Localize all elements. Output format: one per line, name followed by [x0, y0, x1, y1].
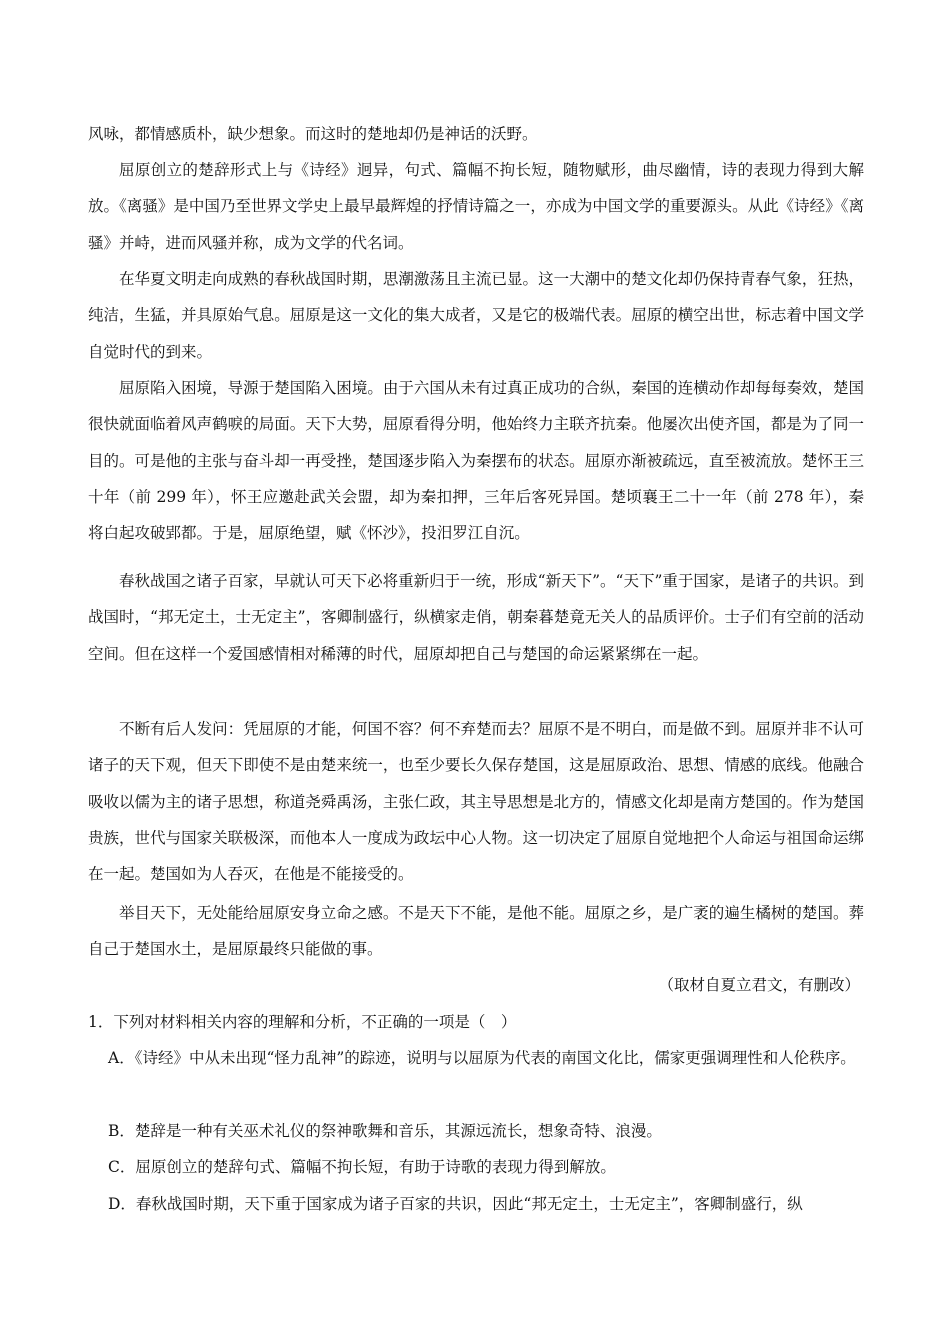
question-option-c: C．屈原创立的楚辞句式、篇幅不拘长短，有助于诗歌的表现力得到解放。 — [108, 1158, 616, 1176]
passage-paragraph-5: 不断有后人发问：凭屈原的才能，何国不容？何不弃楚而去？屈原不是不明白，而是做不到。屈原并非不认可诸子的天下观，但天下即使不是由楚来统一，也至少要长久保存楚国，这是屈原政治、思想、情感的底线。他融合吸收以儒为主的诸子思想，称道尧舜禹汤，主张仁政，其主导思想是北方的，情感文化却是南方楚国的。作为楚国贵族，世代与国家关联极深，而他本人一度成为政坛中心人物。这一切决定了屈原自觉地把个人命运与祖国命运绑在一起。楚国如为人吞灭，在他是不能接受的。 — [88, 720, 864, 884]
passage-paragraph-3: 屈原陷入困境，导源于楚国陷入困境。由于六国从未有过真正成功的合纵，秦国的连横动作却每每奏效，楚国很快就面临着风声鹤唳的局面。天下大势，屈原看得分明，他始终力主联齐抗秦。他屡次出使齐国，都是为了同一目的。可是他的主张与奋斗却一再受挫，楚国逐步陷入为秦摆布的状态。屈原亦渐被疏远，直至被流放。楚怀王三十年（前 299 年），怀王应邀赴武关会盟，却为秦扣押，三年后客死异国。楚顷襄王二十一年（前 278 年），秦将白起攻破郢都。于是，屈原绝望，赋《怀沙》，投汨罗江自沉。 — [88, 379, 864, 543]
passage-source: （取材自夏立君文，有删改） — [658, 976, 860, 994]
question-option-d: D．春秋战国时期，天下重于国家成为诸子百家的共识，因此“邦无定土，士无定主”，客卿制盛行，纵 — [108, 1195, 803, 1213]
passage-paragraph-6: 举目天下，无处能给屈原安身立命之感。不是天下不能，是他不能。屈原之乡，是广袤的遍生橘树的楚国。葬自己于楚国水土，是屈原最终只能做的事。 — [88, 904, 864, 959]
passage-paragraph-4: 春秋战国之诸子百家，早就认可天下必将重新归于一统，形成“新天下”。“天下”重于国家，是诸子的共识。到战国时，“邦无定土，士无定主”，客卿制盛行，纵横家走俏，朝秦暮楚竟无关人的品质评价。士子们有空前的活动空间。但在这样一个爱国感情相对稀薄的时代，屈原却把自己与楚国的命运紧紧绑在一起。 — [88, 572, 864, 663]
passage-paragraph-1: 屈原创立的楚辞形式上与《诗经》迥异，句式、篇幅不拘长短，随物赋形，曲尽幽情，诗的表现力得到大解放。《离骚》是中国乃至世界文学史上最早最辉煌的抒情诗篇之一，亦成为中国文学的重要源头。从此《诗经》《离骚》并峙，进而风骚并称，成为文学的代名词。 — [88, 161, 864, 252]
passage-paragraph-2: 在华夏文明走向成熟的春秋战国时期，思潮激荡且主流已显。这一大潮中的楚文化却仍保持青春气象，狂热，纯洁，生猛，并具原始气息。屈原是这一文化的集大成者，又是它的极端代表。屈原的横空出世，标志着中国文学自觉时代的到来。 — [88, 270, 864, 361]
question-option-b: B．楚辞是一种有关巫术礼仪的祭神歌舞和音乐，其源远流长，想象奇特、浪漫。 — [108, 1122, 662, 1140]
question-stem: 1．下列对材料相关内容的理解和分析，不正确的一项是（ ） — [88, 1013, 517, 1031]
question-option-a: A．《诗经》中从未出现“怪力乱神”的踪迹，说明与以屈原为代表的南国文化比，儒家更强调理性和人伦秩序。 — [108, 1049, 856, 1067]
passage-paragraph-0: 风咏，都情感质朴，缺少想象。而这时的楚地却仍是神话的沃野。 — [88, 125, 538, 143]
